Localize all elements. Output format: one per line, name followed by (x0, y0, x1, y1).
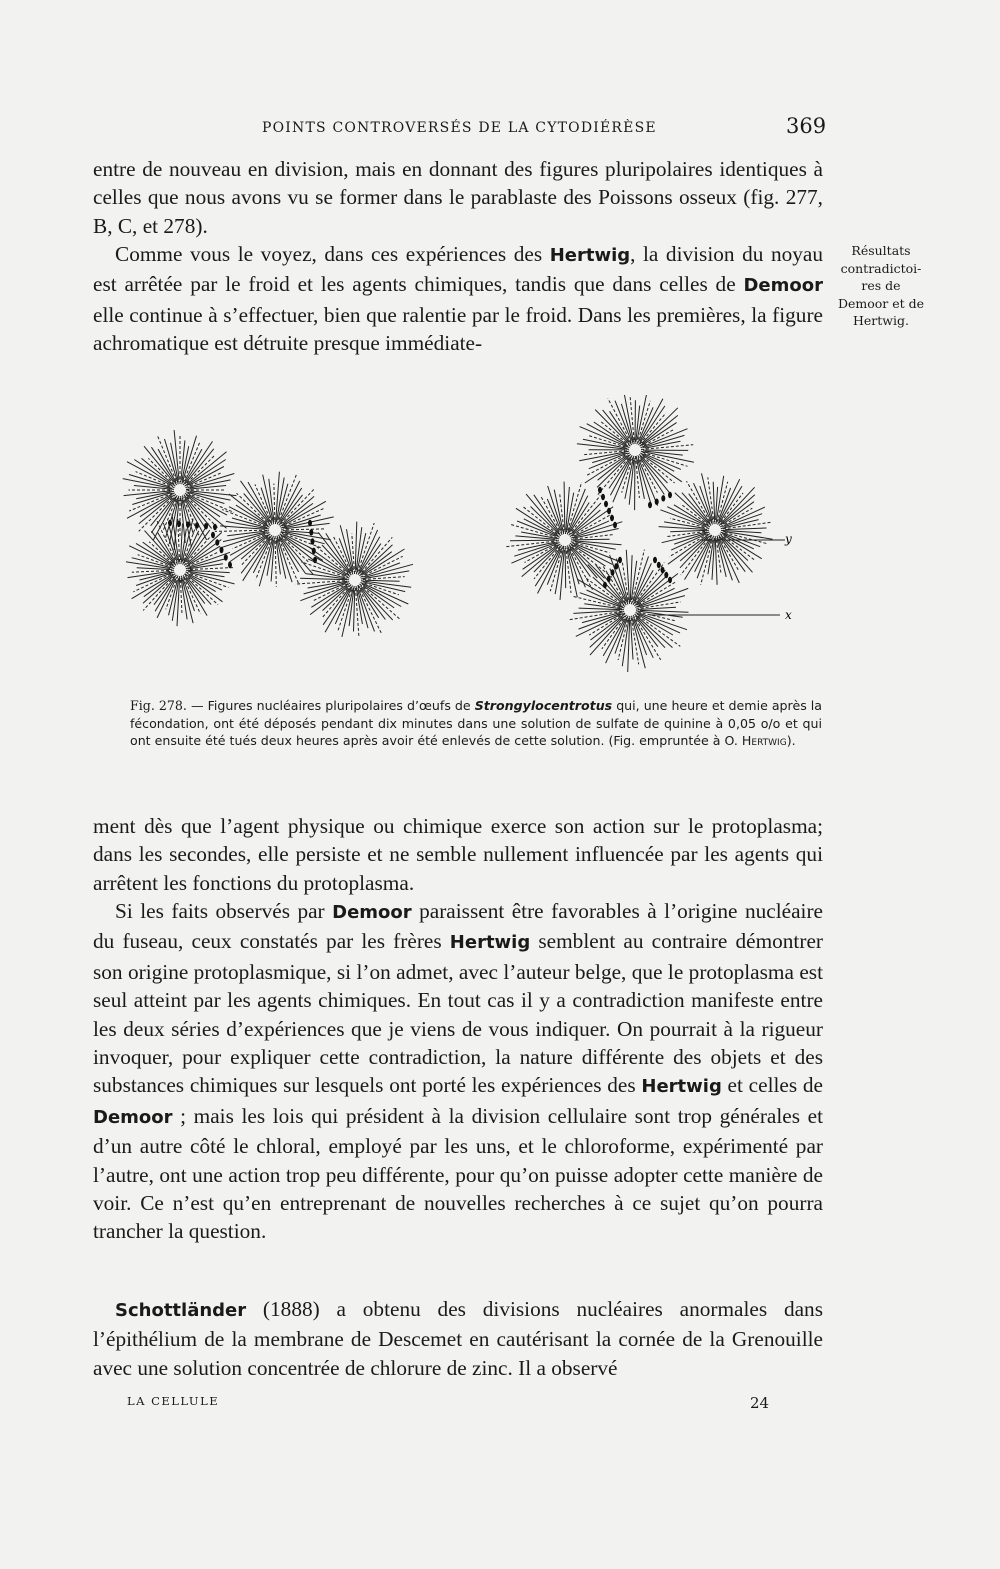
chromosome-dot (211, 532, 215, 538)
aster-ray (185, 499, 207, 540)
chromosome-dot (228, 562, 232, 568)
text-run: elle continue à s’effectuer, bien que ralentie par le froid. Dans les premières, la figure achromatique est détruite presque immédiate- (93, 302, 823, 356)
aster-ray (568, 482, 582, 530)
aster-ray (356, 533, 366, 574)
text-run: ; mais les lois qui président à la division cellulaire sont trop générales et d’un autre côté le chloral, employé par les uns, et le chloroforme, expérimenté par l’autre, ont une action trop peu différente, pour qu’on puisse adopter cette manière de voir. Ce n’est qu’en entreprenant de nouvelles recherches à ce sujet qu’on pourra trancher la question. (93, 1103, 823, 1244)
page-number: 369 (786, 114, 827, 138)
aster-ray (538, 549, 561, 594)
text-run: — (186, 698, 208, 713)
paragraph-5 (93, 1295, 823, 1382)
chromosome-dot (618, 557, 622, 563)
author-name: Demoor (93, 1106, 173, 1128)
aster-ray (715, 536, 717, 585)
chromosome-dot (215, 539, 219, 545)
aster-ray (126, 562, 170, 569)
author-name: Demoor (743, 275, 823, 297)
paragraph-1: entre de nouveau en division, mais en donnant des figures pluripolaires identiques à celles que nous avons vu se former dans le parablaste des Poissons osseux (fig. 277, B, C, et 278). (93, 157, 823, 238)
text-run: semblent au contraire démontrer son origine protoplasmique, si l’on admet, avec l’auteur belge, que le protoplasma est seul atteint par les agents chimiques. En tout cas il y a contradiction manifeste entre les deux séries d’expériences que je viens de vous indiquer. On pourrait à la rigueur invoquer, pour expliquer cette contradiction, la nature différente des objets et des substances chimiques sur lesquels ont porté les expériences des (93, 929, 823, 1098)
chromosome-dot (614, 563, 618, 569)
aster-ray (215, 530, 267, 531)
aster-ray (275, 536, 276, 587)
aster-ray (574, 521, 609, 536)
aster-ray (281, 529, 325, 530)
chromosome-dot (604, 501, 608, 507)
aster-ray (717, 482, 728, 523)
chromosome-dot (177, 521, 181, 527)
chromosome-dot (168, 520, 172, 526)
chromosome-dot (601, 494, 605, 500)
chromosome-dot (313, 557, 317, 563)
chromosome-dot (655, 499, 659, 505)
text-run: et celles de (721, 1073, 823, 1098)
chromosome-dot (648, 502, 652, 508)
aster-ray (295, 581, 345, 584)
aster-ray (517, 521, 556, 536)
aster-ray (644, 454, 681, 470)
aster-ray (573, 611, 620, 614)
margin-note-line: Résultats (851, 243, 911, 258)
aster-ray (263, 475, 274, 524)
margin-note-line: Hertwig. (853, 313, 909, 328)
margin-note (829, 242, 933, 330)
aster-ray (365, 564, 413, 577)
chromosome-dot (224, 554, 228, 560)
aster-group (123, 395, 773, 672)
text-run: Figures nucléaires pluripolaires d’œufs de (207, 698, 475, 713)
chromosome-dot (668, 492, 672, 498)
aster-ray (725, 528, 767, 530)
chromosome-dot (312, 548, 316, 554)
aster-ray (617, 559, 629, 603)
aster-ray (571, 539, 610, 540)
chromosome-dot (661, 567, 665, 573)
text-run: paraissent être favorables à l’origine nucléaire du fuseau, ceux constatés par les frères (93, 899, 824, 954)
margin-note-line: Demoor et de (837, 295, 925, 311)
aster-ray (615, 616, 628, 654)
aster-ray (587, 424, 628, 447)
author-name: Demoor (332, 902, 412, 923)
chromosome-dot (213, 524, 217, 530)
aster-ray (277, 536, 292, 583)
label-y: y (785, 532, 792, 546)
aster-ray (362, 584, 401, 607)
chromosome-dot (653, 557, 657, 563)
author-name: Hertwig (449, 932, 531, 954)
text-run: Si les faits observés par (115, 899, 333, 923)
footer-signature: LA CELLULE (127, 1394, 220, 1408)
chromosome-dot (607, 576, 611, 582)
figure-caption (130, 697, 822, 750)
chromosome-dot (311, 538, 315, 544)
chromosome-dot (598, 487, 602, 493)
text-run: , la division du noyau est arrêtée par le froid et les agents chimiques, tandis que dans celles de (93, 242, 823, 297)
paragraph-3: ment dès que l’agent physique ou chimique exerce son action sur le protoplasma; dans les secondes, elle persiste et ne semble nullement influencée par les agents qui arrêtent les fonctions du protoplasma. (93, 814, 823, 895)
label-x: x (785, 608, 792, 622)
text-run: (1888) a obtenu des divisions nucléaires anormales dans l’épithélium de la membrane de Descemet en cautérisant la cornée de la Grenouille avec une solution concentrée de chlorure de zinc. Il a observé (93, 1297, 823, 1380)
chromosome-dot (657, 562, 661, 568)
paragraph-4 (93, 897, 823, 1246)
running-head: POINTS CONTROVERSÉS DE LA CYTODIÉRÈSE (262, 120, 657, 136)
aster-ray (274, 484, 275, 520)
chromosome-dot (610, 515, 614, 521)
chromosome-dot (309, 529, 313, 535)
text-run: Comme vous le voyez, dans ces expériences des (115, 242, 550, 266)
author-name: Hertwig (549, 245, 631, 266)
aster-ray (564, 482, 565, 530)
chromosome-dot (607, 508, 611, 514)
chromosome-dot (668, 577, 672, 583)
aster-ray (526, 494, 560, 534)
chromosome-dot (204, 523, 208, 529)
author-name: Schottländer (115, 1300, 247, 1321)
caption-label: Fig. 278. (130, 698, 187, 713)
aster-ray (631, 620, 633, 660)
author-name: Hertwig (641, 1076, 722, 1098)
figure-278-illustration (95, 395, 825, 685)
text-run: qui, une heure et demie après la fécondation, ont été déposés pendant dix minutes dans une solution de sulfate de quinine à 0,05 o/o et qui ont ensuite été tués deux heures après avoir été enlevés de cette solution. (Fig. empruntée à O. (130, 698, 823, 749)
chromosome-dot (603, 582, 607, 588)
chromosome-dot (664, 572, 668, 578)
chromosome-dot (661, 495, 665, 501)
aster-ray (717, 536, 732, 581)
author-name: Hertwig (741, 733, 787, 749)
species-name: Strongylocentrotus (474, 698, 613, 713)
footer-sheet-number: 24 (750, 1394, 770, 1412)
chromosome-dot (186, 521, 190, 527)
chromosome-dot (308, 520, 312, 526)
margin-note-line: res de (861, 278, 901, 293)
aster-ray (640, 456, 672, 495)
chromosome-dot (611, 569, 615, 575)
aster-ray (354, 590, 355, 632)
margin-note-line: contradictoi- (840, 260, 922, 276)
aster-ray (365, 580, 400, 581)
aster-ray (565, 548, 566, 588)
aster-ray (713, 482, 715, 522)
paragraph-2 (93, 240, 823, 358)
aster-ray (186, 559, 227, 569)
text-run: ). (786, 733, 796, 749)
chromosome-dot (195, 522, 199, 528)
aster-ray (510, 540, 557, 541)
chromosome-dot (613, 522, 617, 528)
chromosome-dot (220, 547, 224, 553)
